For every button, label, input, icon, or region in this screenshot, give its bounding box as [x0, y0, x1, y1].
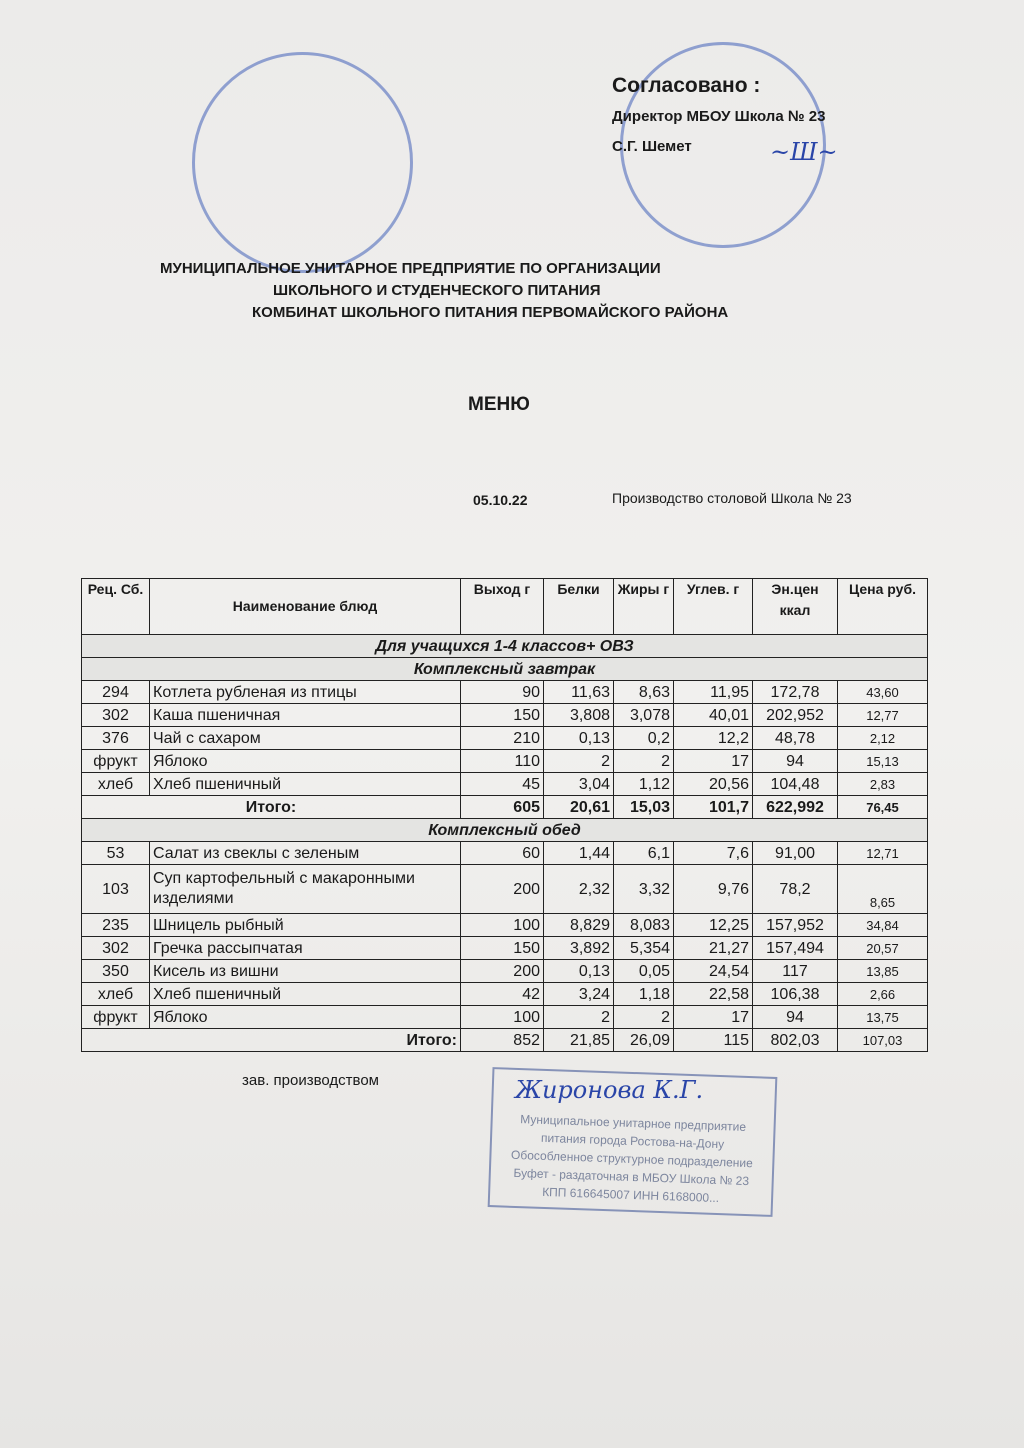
total-cell: 101,7 [674, 796, 753, 819]
cell: Яблоко [150, 750, 461, 773]
cell: 24,54 [674, 960, 753, 983]
cell: 3,892 [544, 937, 614, 960]
cell: 8,63 [614, 681, 674, 704]
total-cell: 107,03 [838, 1029, 928, 1052]
cell: 200 [461, 960, 544, 983]
cell: 3,078 [614, 704, 674, 727]
col-out: Выход г [461, 579, 544, 635]
cell: 17 [674, 1006, 753, 1029]
cell: 0,13 [544, 960, 614, 983]
cell: Яблоко [150, 1006, 461, 1029]
cell: 157,494 [753, 937, 838, 960]
table-row [82, 727, 928, 750]
cell: 150 [461, 704, 544, 727]
header-row [82, 579, 928, 635]
section-title: Комплексный завтрак [82, 658, 928, 681]
cell: 48,78 [753, 727, 838, 750]
cell: 2 [544, 750, 614, 773]
cell: 2,32 [544, 865, 614, 914]
cell: 200 [461, 865, 544, 914]
col-energy: Эн.цен ккал [753, 579, 838, 635]
cell: 60 [461, 842, 544, 865]
cell: 42 [461, 983, 544, 1006]
cell: Суп картофельный с макаронными изделиями [150, 865, 461, 914]
cell: фрукт [82, 1006, 150, 1029]
total-row [82, 796, 928, 819]
cell: 2,66 [838, 983, 928, 1006]
group-row [82, 635, 928, 658]
cell: 202,952 [753, 704, 838, 727]
cell: 100 [461, 914, 544, 937]
cell: 8,65 [838, 865, 928, 914]
total-cell: 76,45 [838, 796, 928, 819]
table-row [82, 842, 928, 865]
cell: фрукт [82, 750, 150, 773]
total-cell: 605 [461, 796, 544, 819]
table-row [82, 865, 928, 914]
cell: 3,808 [544, 704, 614, 727]
cell: 78,2 [753, 865, 838, 914]
cell: Хлеб пшеничный [150, 983, 461, 1006]
org-line-3: КОМБИНАТ ШКОЛЬНОГО ПИТАНИЯ ПЕРВОМАЙСКОГО РАЙОНА [252, 304, 729, 321]
cell: 294 [82, 681, 150, 704]
cell: 8,829 [544, 914, 614, 937]
table-row [82, 1006, 928, 1029]
cell: Каша пшеничная [150, 704, 461, 727]
section-row [82, 658, 928, 681]
table-row [82, 983, 928, 1006]
director-signature: ~Ш~ [770, 138, 838, 166]
cell: 2 [544, 1006, 614, 1029]
cell: 15,13 [838, 750, 928, 773]
cell: 110 [461, 750, 544, 773]
cell: 11,95 [674, 681, 753, 704]
cell: 3,32 [614, 865, 674, 914]
table-row [82, 914, 928, 937]
cell: 150 [461, 937, 544, 960]
cell: 1,12 [614, 773, 674, 796]
cell: 7,6 [674, 842, 753, 865]
total-row [82, 1029, 928, 1052]
total-label: Итого: [82, 796, 461, 819]
doc-title: МЕНЮ [468, 394, 530, 415]
col-rec: Рец. Сб. [82, 579, 150, 635]
total-cell: 20,61 [544, 796, 614, 819]
cell: 0,2 [614, 727, 674, 750]
cell: 2,12 [838, 727, 928, 750]
cell: 3,24 [544, 983, 614, 1006]
cell: 8,083 [614, 914, 674, 937]
cell: 2 [614, 1006, 674, 1029]
menu-table [81, 578, 928, 1052]
cell: 12,25 [674, 914, 753, 937]
cell: 103 [82, 865, 150, 914]
stamp-line: Обособленное структурное подразделение [510, 1147, 753, 1171]
col-protein: Белки [544, 579, 614, 635]
cell: 20,57 [838, 937, 928, 960]
cell: 43,60 [838, 681, 928, 704]
cell: хлеб [82, 773, 150, 796]
cell: 104,48 [753, 773, 838, 796]
cell: 302 [82, 704, 150, 727]
approval-title: Согласовано : [612, 74, 761, 97]
cell: 0,05 [614, 960, 674, 983]
cell: 1,44 [544, 842, 614, 865]
total-cell: 21,85 [544, 1029, 614, 1052]
table-row [82, 960, 928, 983]
cell: 53 [82, 842, 150, 865]
cell: 210 [461, 727, 544, 750]
cell: 90 [461, 681, 544, 704]
cell: 40,01 [674, 704, 753, 727]
total-cell: 115 [674, 1029, 753, 1052]
cell: 6,1 [614, 842, 674, 865]
cell: 376 [82, 727, 150, 750]
cell: Гречка рассыпчатая [150, 937, 461, 960]
total-cell: 15,03 [614, 796, 674, 819]
cell: 21,27 [674, 937, 753, 960]
cell: 302 [82, 937, 150, 960]
total-label: Итого: [82, 1029, 461, 1052]
section-row [82, 819, 928, 842]
org-line-1: МУНИЦИПАЛЬНОЕ УНИТАРНОЕ ПРЕДПРИЯТИЕ ПО ОРГАНИЗАЦИИ [160, 260, 661, 277]
approval-name: С.Г. Шемет [612, 138, 692, 155]
stamp-line: Муниципальное унитарное предприятие [520, 1112, 747, 1134]
table-row [82, 704, 928, 727]
cell: 13,75 [838, 1006, 928, 1029]
org-line-2: ШКОЛЬНОГО И СТУДЕНЧЕСКОГО ПИТАНИЯ [273, 282, 601, 299]
table-row [82, 937, 928, 960]
cell: Хлеб пшеничный [150, 773, 461, 796]
cell: хлеб [82, 983, 150, 1006]
cell: 5,354 [614, 937, 674, 960]
cell: 157,952 [753, 914, 838, 937]
col-fat: Жиры г [614, 579, 674, 635]
table-row [82, 681, 928, 704]
col-carb: Углев. г [674, 579, 753, 635]
cell: 12,2 [674, 727, 753, 750]
total-cell: 802,03 [753, 1029, 838, 1052]
cell: 106,38 [753, 983, 838, 1006]
cell: 11,63 [544, 681, 614, 704]
cell: Чай с сахаром [150, 727, 461, 750]
col-name: Наименование блюд [150, 579, 461, 635]
cell: 2,83 [838, 773, 928, 796]
cell: 13,85 [838, 960, 928, 983]
col-price: Цена руб. [838, 579, 928, 635]
cell: 94 [753, 1006, 838, 1029]
cell: 2 [614, 750, 674, 773]
cell: Шницель рыбный [150, 914, 461, 937]
cell: 34,84 [838, 914, 928, 937]
table-row [82, 750, 928, 773]
cell: 0,13 [544, 727, 614, 750]
cell: 22,58 [674, 983, 753, 1006]
approval-director: Директор МБОУ Школа № 23 [612, 108, 826, 125]
cell: 235 [82, 914, 150, 937]
stamp-line: Буфет - раздаточная в МБОУ Школа № 23 [513, 1165, 750, 1189]
cell: Салат из свеклы с зеленым [150, 842, 461, 865]
cell: 12,71 [838, 842, 928, 865]
total-cell: 622,992 [753, 796, 838, 819]
group-title: Для учащихся 1-4 классов+ ОВЗ [82, 635, 928, 658]
cell: Котлета рубленая из птицы [150, 681, 461, 704]
footer-label: зав. производством [242, 1072, 379, 1089]
stamp-line: питания города Ростова-на-Дону [540, 1130, 725, 1152]
table-row [82, 773, 928, 796]
cell: 3,04 [544, 773, 614, 796]
cell: 100 [461, 1006, 544, 1029]
cell: 94 [753, 750, 838, 773]
cell: 1,18 [614, 983, 674, 1006]
cell: 12,77 [838, 704, 928, 727]
total-cell: 852 [461, 1029, 544, 1052]
section-title: Комплексный обед [82, 819, 928, 842]
round-seal-stamp [192, 52, 413, 273]
cell: 45 [461, 773, 544, 796]
cell: 117 [753, 960, 838, 983]
cell: Кисель из вишни [150, 960, 461, 983]
cell: 350 [82, 960, 150, 983]
cell: 91,00 [753, 842, 838, 865]
cell: 17 [674, 750, 753, 773]
cell: 172,78 [753, 681, 838, 704]
cell: 20,56 [674, 773, 753, 796]
manager-signature: Жиронова К.Г. [515, 1076, 704, 1104]
stamp-line: КПП 616645007 ИНН 6168000... [541, 1184, 720, 1206]
total-cell: 26,09 [614, 1029, 674, 1052]
menu-date: 05.10.22 [473, 492, 528, 508]
cell: 9,76 [674, 865, 753, 914]
production-label: Производство столовой Школа № 23 [612, 490, 852, 506]
